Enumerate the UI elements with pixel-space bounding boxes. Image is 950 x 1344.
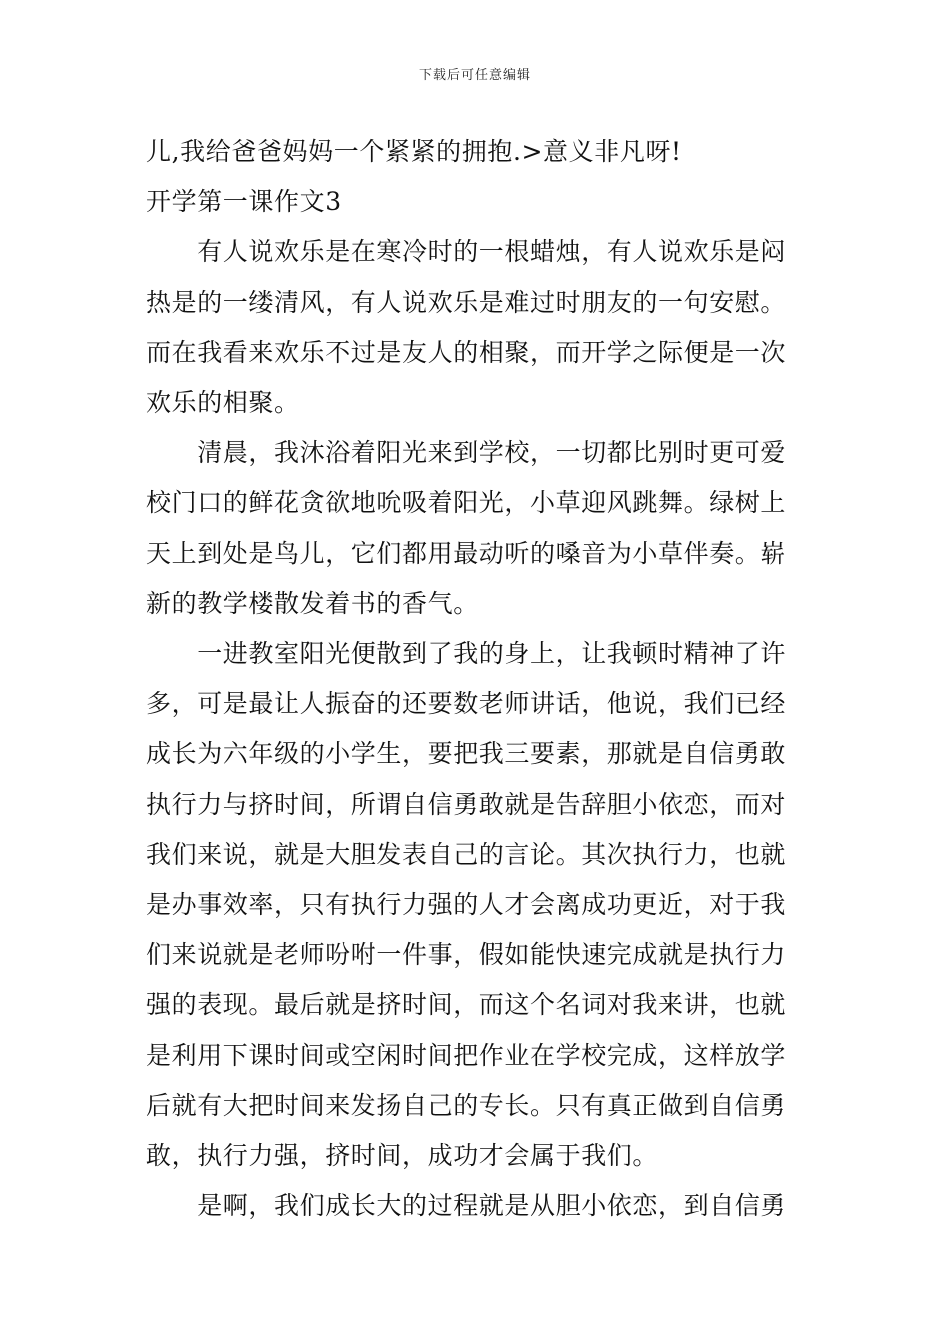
text-line: 执行力与挤时间，所谓自信勇敢就是告辞胆小依恋，而对 [146,789,787,819]
text-line: 欢乐的相聚。 [146,388,300,418]
text-line: 是办事效率，只有执行力强的人才会离成功更近，对于我 [146,890,787,920]
text-line: 强的表现。最后就是挤时间，而这个名词对我来讲，也就 [146,990,787,1020]
text-line: 而在我看来欢乐不过是友人的相聚，而开学之际便是一次 [146,337,787,367]
text-line: 新的教学楼散发着书的香气。 [146,588,479,618]
text-line: 校门口的鲜花贪欲地吮吸着阳光，小草迎风跳舞。绿树上 [146,488,787,518]
text-line: 一进教室阳光便散到了我的身上，让我顿时精神了许 [146,639,787,669]
text-line: 儿,我给爸爸妈妈一个紧紧的拥抱.>意义非凡呀! [146,137,682,166]
text-line: 清晨，我沐浴着阳光来到学校，一切都比别时更可爱 [146,438,787,468]
text-line: 敢，执行力强，挤时间，成功才会属于我们。 [146,1141,659,1171]
text-line: 是啊，我们成长大的过程就是从胆小依恋，到自信勇 [146,1191,787,1221]
text-line: 多，可是最让人振奋的还要数老师讲话，他说，我们已经 [146,689,787,719]
text-line: 我们来说，就是大胆发表自己的言论。其次执行力，也就 [146,839,787,869]
text-line: 天上到处是鸟儿，它们都用最动听的嗓音为小草伴奏。崭 [146,538,787,568]
text-line: 们来说就是老师吩咐一件事，假如能快速完成就是执行力 [146,940,787,970]
document-body [146,127,811,1231]
text-line: 后就有大把时间来发扬自己的专长。只有真正做到自信勇 [146,1090,787,1120]
page-header: 下载后可任意编辑 [418,68,531,83]
text-line: 成长为六年级的小学生，要把我三要素，那就是自信勇敢 [146,739,787,769]
text-line: 热是的一缕清风，有人说欢乐是难过时朋友的一句安慰。 [146,287,787,317]
text-line: 有人说欢乐是在寒冷时的一根蜡烛，有人说欢乐是闷 [146,237,787,267]
text-line: 是利用下课时间或空闲时间把作业在学校完成，这样放学 [146,1040,787,1070]
essay-title: 开学第一课作文3 [146,187,342,217]
